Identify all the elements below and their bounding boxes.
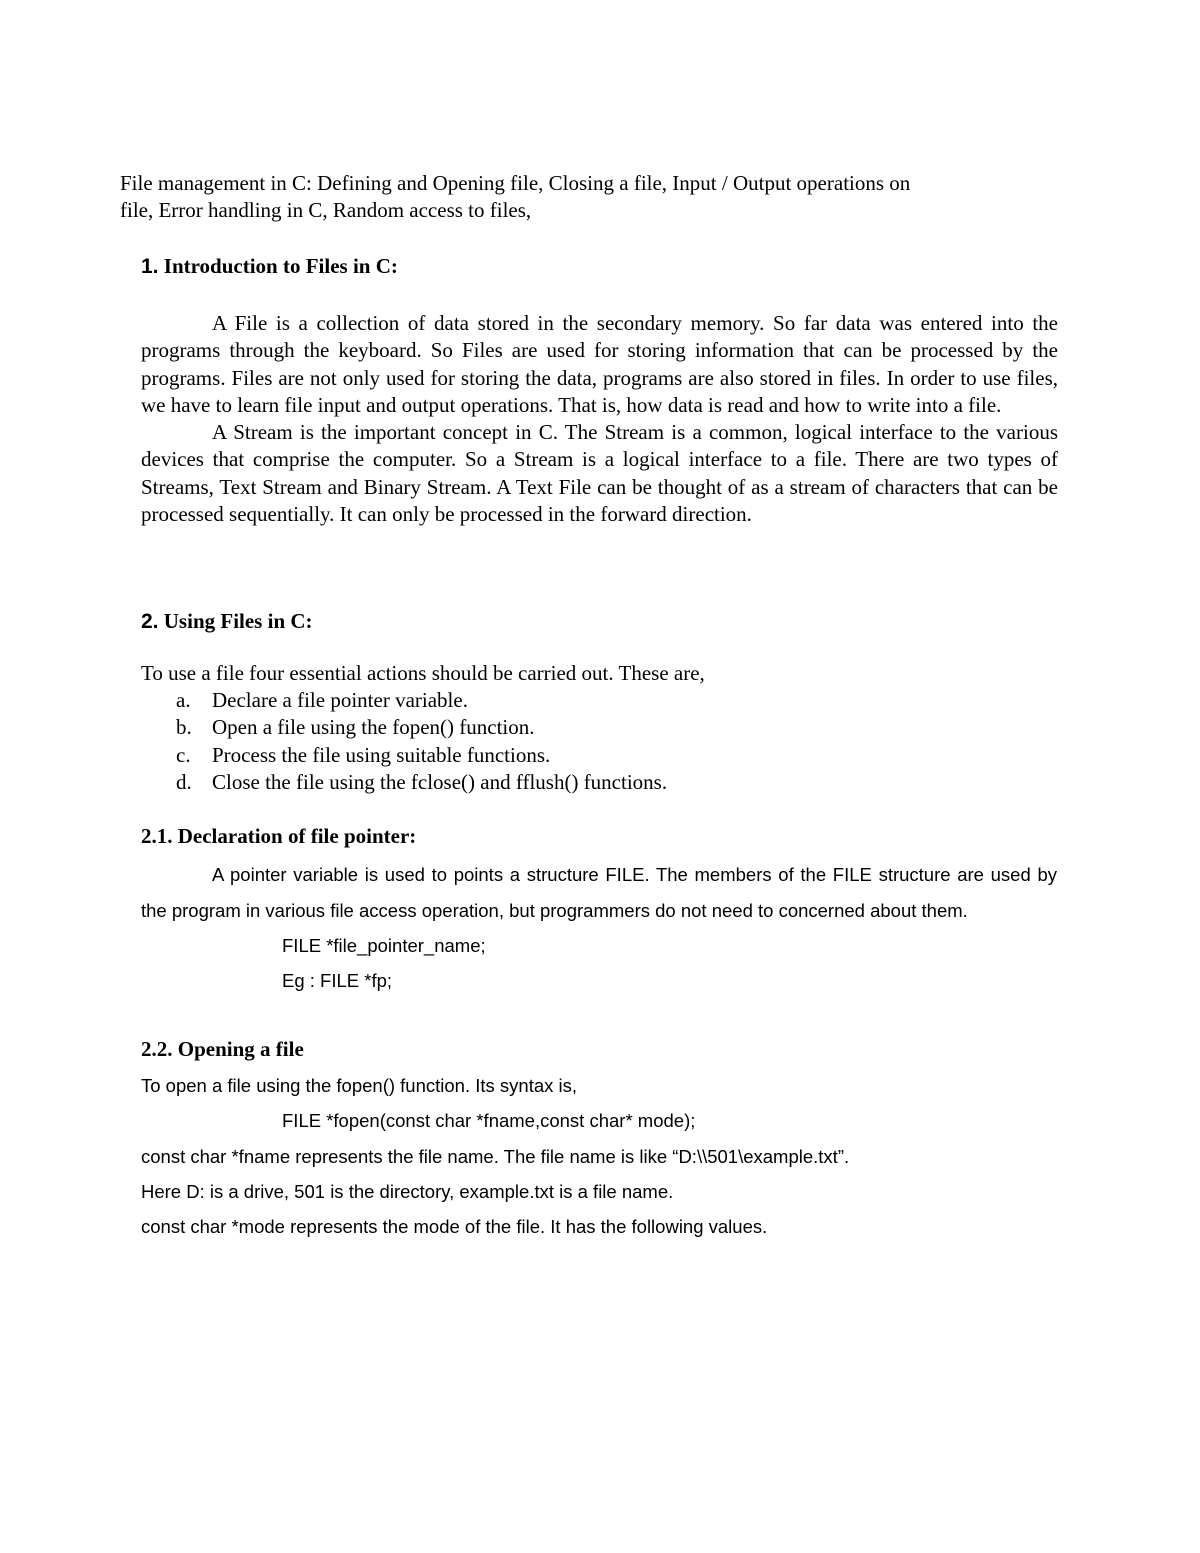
list-marker: a. xyxy=(176,688,191,712)
list-item-text: Process the file using suitable functions. xyxy=(212,742,551,767)
list-item-text: Open a file using the fopen() function. xyxy=(212,715,535,740)
topics-line-1: File management in C: Defining and Opening file, Closing a file, Input / Output operations on xyxy=(120,171,911,195)
section-1-number: 1. xyxy=(141,255,159,278)
section-2-2-line: const char *mode represents the mode of the file. It has the following values. xyxy=(141,1216,768,1238)
section-1-title: Introduction to Files in C: xyxy=(163,254,398,278)
section-1-heading xyxy=(141,253,398,280)
syntax-line: FILE *file_pointer_name; xyxy=(282,935,486,956)
list-item xyxy=(141,769,667,796)
list-item xyxy=(141,742,667,769)
topics-header xyxy=(120,170,1020,224)
section-2-1-paragraph: A pointer variable is used to points a structure FILE. The members of the FILE structure are used by the program in various file access operation, but programmers do not need to concerned about them. xyxy=(141,864,1057,921)
list-item-text: Close the file using the fclose() and fflush() functions. xyxy=(212,769,668,794)
list-item xyxy=(141,714,667,741)
section-2-number: 2. xyxy=(141,610,159,633)
section-2-heading xyxy=(141,608,313,635)
section-1-paragraph-1: A File is a collection of data stored in the secondary memory. So far data was entered into the programs through the keyboard. So Files are used for storing information that can be processed by the programs. Files are not only used for storing the data, programs are also stored in files. In order to use files, we have to learn file input and output operations. That is, how data is read and how to write into a file. xyxy=(141,311,1058,417)
topics-line-2: file, Error handling in C, Random access to files, xyxy=(120,198,532,222)
section-2-1-heading: 2.1. Declaration of file pointer: xyxy=(141,824,417,848)
section-1-body xyxy=(141,310,1058,528)
section-2-2-line: To open a file using the fopen() function. Its syntax is, xyxy=(141,1075,578,1096)
list-marker: b. xyxy=(176,715,192,740)
list-item-text: Declare a file pointer variable. xyxy=(212,688,468,712)
section-2-intro: To use a file four essential actions should be carried out. These are, xyxy=(141,661,705,685)
list-item xyxy=(141,687,667,714)
list-marker: c. xyxy=(176,742,191,767)
section-2-1-body xyxy=(141,857,1057,998)
section-2-2-line: const char *fname represents the file name. The file name is like “D:\\501\example.txt”. xyxy=(141,1145,850,1167)
section-2-2-heading: 2.2. Opening a file xyxy=(141,1037,304,1061)
section-2-title: Using Files in C: xyxy=(163,609,313,633)
section-2-2-line: Here D: is a drive, 501 is the directory, example.txt is a file name. xyxy=(141,1180,674,1202)
section-1-paragraph-2: A Stream is the important concept in C. The Stream is a common, logical interface to the various devices that comprise the computer. So a Stream is a logical interface to a file. There are two types of Streams, Text Stream and Binary Stream. A Text File can be thought of as a stream of characters that can be processed sequentially. It can only be processed in the forward direction. xyxy=(141,420,1058,527)
steps-list xyxy=(141,687,667,796)
fopen-syntax-line: FILE *fopen(const char *fname,const char* mode); xyxy=(282,1110,696,1132)
section-2-2-body xyxy=(141,1068,1141,1244)
example-line: Eg : FILE *fp; xyxy=(282,970,393,991)
list-marker: d. xyxy=(176,769,192,794)
